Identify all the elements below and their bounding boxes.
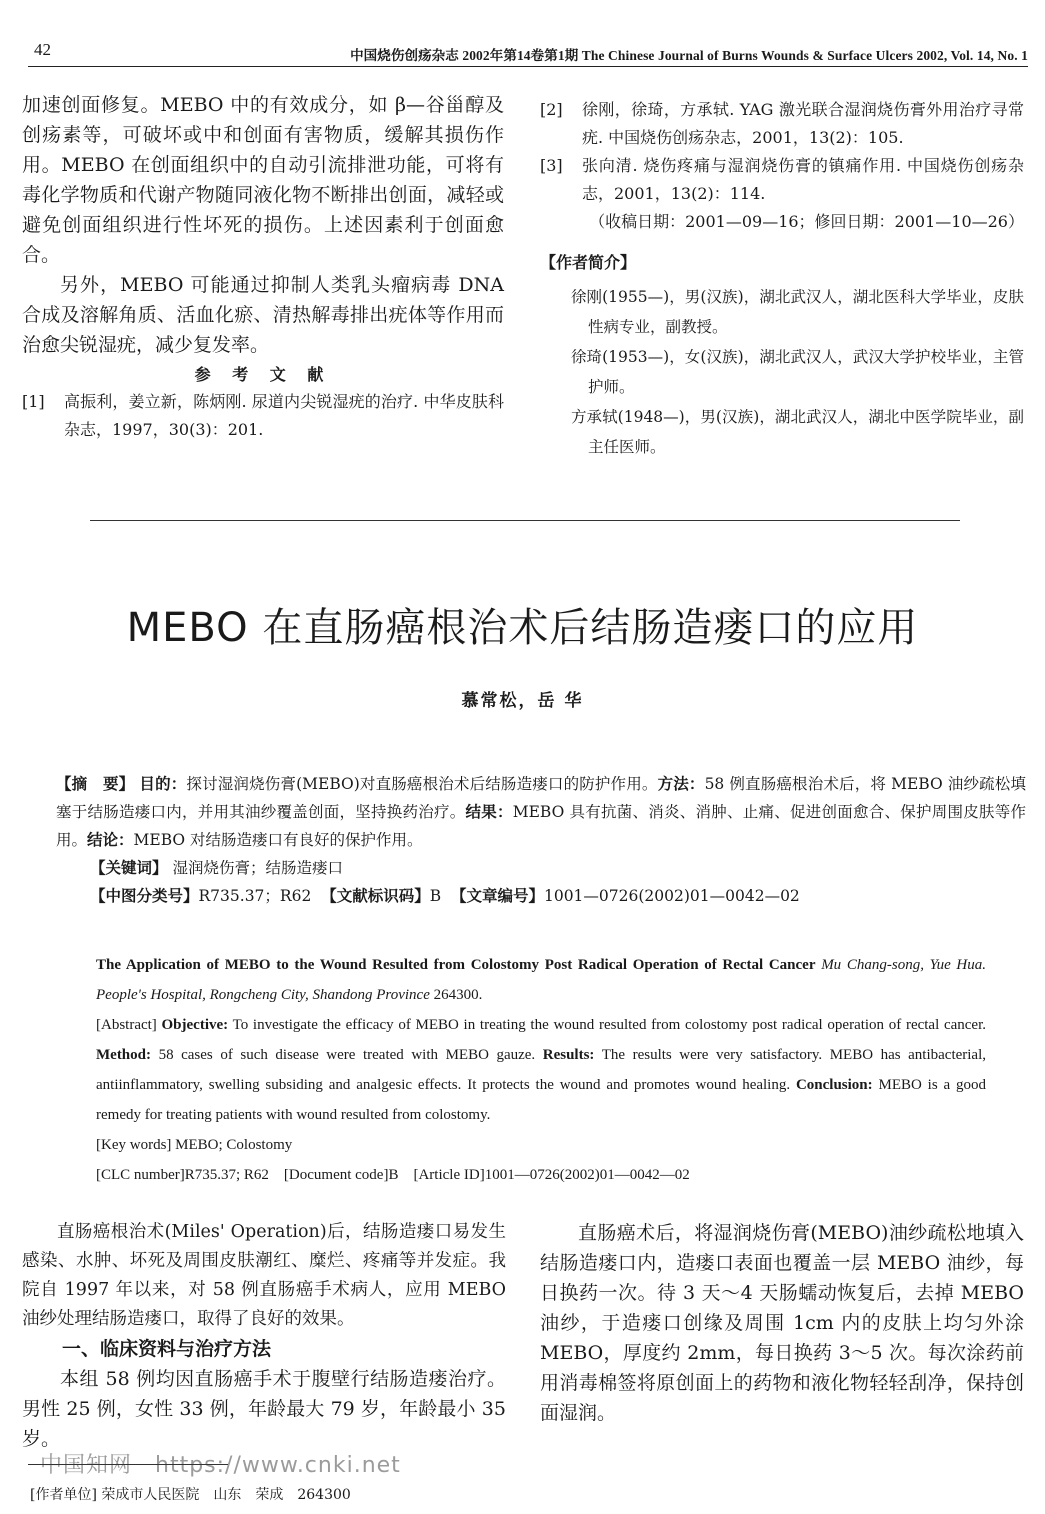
chinese-abstract <box>56 770 1026 910</box>
author-bio-heading: 【作者简介】 <box>540 253 637 272</box>
body-intro-paragraph: 直肠癌根治术(Miles' Operation)后，结肠造瘘口易发生感染、水肿、坏死及周围皮肤潮红、糜烂、疼痛等并发症。我院自 1997 年以来，对 58 例直肠癌手术病人，应用 MEBO 油纱处理结肠造瘘口，取得了良好的效果。 <box>22 1222 506 1329</box>
clc-label: 【中图分类号】 <box>90 886 199 905</box>
english-article-id-value: 1001—0726(2002)01—0042—02 <box>484 1167 690 1183</box>
english-abstract <box>56 950 986 1190</box>
article-divider <box>90 520 960 521</box>
doc-code-value: B <box>429 887 442 905</box>
english-conclusion-label: Conclusion: <box>795 1077 873 1093</box>
reference-text: 张向清. 烧伤疼痛与湿润烧伤膏的镇痛作用. 中国烧伤创疡杂志，2001，13(2)：114. <box>582 156 1024 203</box>
footnote-rule <box>28 1464 228 1465</box>
section-heading: 一、临床资料与治疗方法 <box>62 1338 272 1360</box>
page-number: 42 <box>34 40 51 59</box>
page-header <box>28 42 1028 67</box>
reference-item <box>540 96 1024 152</box>
reference-item <box>22 388 504 444</box>
doc-code-label: 【文献标识码】 <box>321 886 430 905</box>
english-abstract-label: [Abstract] <box>96 1017 157 1033</box>
method-label: 方法： <box>657 774 705 793</box>
result-label: 结果： <box>465 802 513 821</box>
english-doc-code-label: [Document code] <box>283 1167 389 1183</box>
english-article-id-label: [Article ID] <box>413 1167 485 1183</box>
references-title: 参 考 文 献 <box>194 365 332 384</box>
english-doc-code-value: B <box>388 1167 399 1183</box>
prev-paragraph-1: 加速创面修复。MEBO 中的有效成分，如 β—谷甾醇及创疡素等，可破坏或中和创面有害物质，缓解其损伤作用。MEBO 在创面组织中的自动引流排泄功能，可将有毒化学物质和代谢产物随同液化物不断排出创面，减轻或避免创面组织进行性坏死的损伤。上述因素利于创面愈合。 <box>22 94 504 266</box>
english-objective-label: Objective: <box>161 1017 229 1033</box>
reference-item <box>540 152 1024 208</box>
keywords-text: 湿润烧伤膏；结肠造瘘口 <box>172 859 343 877</box>
reference-number: [3] <box>540 156 563 175</box>
english-results-text: The results were very satisfactory. MEBO has antibacterial, antiinflammatory, swelling subsiding and analgesic effects. It protects the wound and promotes wound healing. <box>96 1047 987 1093</box>
objective-label: 目的： <box>139 774 187 793</box>
english-method-label: Method: <box>96 1047 151 1063</box>
cnki-watermark: 中国知网 https://www.cnki.net <box>40 1453 401 1478</box>
body-right-column <box>540 1218 1024 1428</box>
article-id-label: 【文章编号】 <box>450 886 544 905</box>
received-revised-dates: （收稿日期：2001—09—16；修回日期：2001—10—26） <box>589 212 1024 231</box>
method-text: 58 例直肠癌根治术后，将 MEBO 油纱疏松填塞于结肠造瘘口内，并用其油纱覆盖创面，坚持换药治疗。 <box>56 775 1026 821</box>
reference-text: 徐刚，徐琦，方承轼. YAG 激光联合湿润烧伤膏外用治疗寻常疣. 中国烧伤创疡杂志，2001，13(2)：105. <box>582 100 1024 147</box>
author-bio: 徐琦(1953—)，女(汉族)，湖北武汉人，武汉大学护校毕业，主管护师。 <box>570 348 1024 396</box>
prev-article-left-column <box>22 90 504 444</box>
prev-paragraph-2: 另外，MEBO 可能通过抑制人类乳头瘤病毒 DNA 合成及溶解角质、活血化瘀、清热解毒排出疣体等作用而治愈尖锐湿疣，减少复发率。 <box>22 274 504 356</box>
author-bio: 方承轼(1948—)，男(汉族)，湖北武汉人，湖北中医学院毕业，副主任医师。 <box>570 408 1024 456</box>
english-objective-text: To investigate the efficacy of MEBO in treating the wound resulted from colostomy post radical operation of rectal cancer. <box>232 1017 986 1033</box>
conclusion-label: 结论： <box>87 830 134 849</box>
english-keywords-text: MEBO; Colostomy <box>175 1137 293 1153</box>
reference-text: 高振利，姜立新，陈炳刚. 尿道内尖锐湿疣的治疗. 中华皮肤科杂志，1997，30(3)：201. <box>64 392 504 439</box>
english-conclusion-text: MEBO is a good remedy for treating patients with wound resulted from colostomy. <box>96 1077 987 1123</box>
reference-number: [1] <box>22 392 45 411</box>
prev-article-right-column <box>540 96 1024 462</box>
english-results-label: Results: <box>542 1047 595 1063</box>
english-authors-affiliation: Mu Chang-song, Yue Hua. People's Hospital, Rongcheng City, Shandong Province <box>96 957 986 1003</box>
body-paragraph: 直肠癌术后，将湿润烧伤膏(MEBO)油纱疏松地填入结肠造瘘口内，造瘘口表面也覆盖一层 MEBO 油纱，每日换药一次。待 3 天～4 天肠蠕动恢复后，去掉 MEBO 油纱，于造瘘口创缘及周围 1cm 内的皮肤上均匀外涂 MEBO，厚度约 2mm，每日换药 3～5 次。每次涂药前用消毒棉签将原创面上的药物和液化物轻轻刮净，保持创面湿润。 <box>540 1222 1024 1424</box>
abstract-label: 【摘 要】 <box>56 774 135 793</box>
clc-value: R735.37；R62 <box>198 887 312 905</box>
body-left-column <box>22 1218 506 1454</box>
english-clc-label: [CLC number] <box>96 1167 185 1183</box>
conclusion-text: MEBO 对结肠造瘘口有良好的保护作用。 <box>133 831 423 849</box>
english-zip: 264300. <box>433 987 483 1003</box>
author-bio: 徐刚(1955—)，男(汉族)，湖北武汉人，湖北医科大学毕业，皮肤性病专业，副教授。 <box>570 288 1024 336</box>
english-keywords-label: [Key words] <box>96 1137 172 1153</box>
objective-text: 探讨湿润烧伤膏(MEBO)对直肠癌根治术后结肠造瘘口的防护作用。 <box>186 775 658 793</box>
english-method-text: 58 cases of such disease were treated with MEBO gauze. <box>158 1047 536 1063</box>
journal-running-head: 中国烧伤创疡杂志 2002年第14卷第1期 The Chinese Journal of Burns Wounds & Surface Ulcers 2002, Vol. 14, No. 1 <box>350 48 1028 63</box>
article-authors: 慕常松，岳 华 <box>461 691 584 711</box>
article-title: MEBO 在直肠癌根治术后结肠造瘘口的应用 <box>126 605 919 651</box>
english-title: The Application of MEBO to the Wound Resulted from Colostomy Post Radical Operation of Rectal Cancer <box>96 957 816 973</box>
english-clc-value: R735.37; R62 <box>184 1167 269 1183</box>
result-text: MEBO 具有抗菌、消炎、消肿、止痛、促进创面愈合、保护周围皮肤等作用。 <box>56 803 1026 849</box>
author-affiliation-footnote: [作者单位] 荣成市人民医院 山东 荣成 264300 <box>30 1487 351 1503</box>
article-id-value: 1001—0726(2002)01—0042—02 <box>543 887 800 905</box>
body-paragraph: 本组 58 例均因直肠癌手术于腹壁行结肠造瘘治疗。男性 25 例，女性 33 例，年龄最大 79 岁，年龄最小 35 岁。 <box>22 1368 506 1450</box>
reference-number: [2] <box>540 100 563 119</box>
keywords-label: 【关键词】 <box>90 858 168 877</box>
